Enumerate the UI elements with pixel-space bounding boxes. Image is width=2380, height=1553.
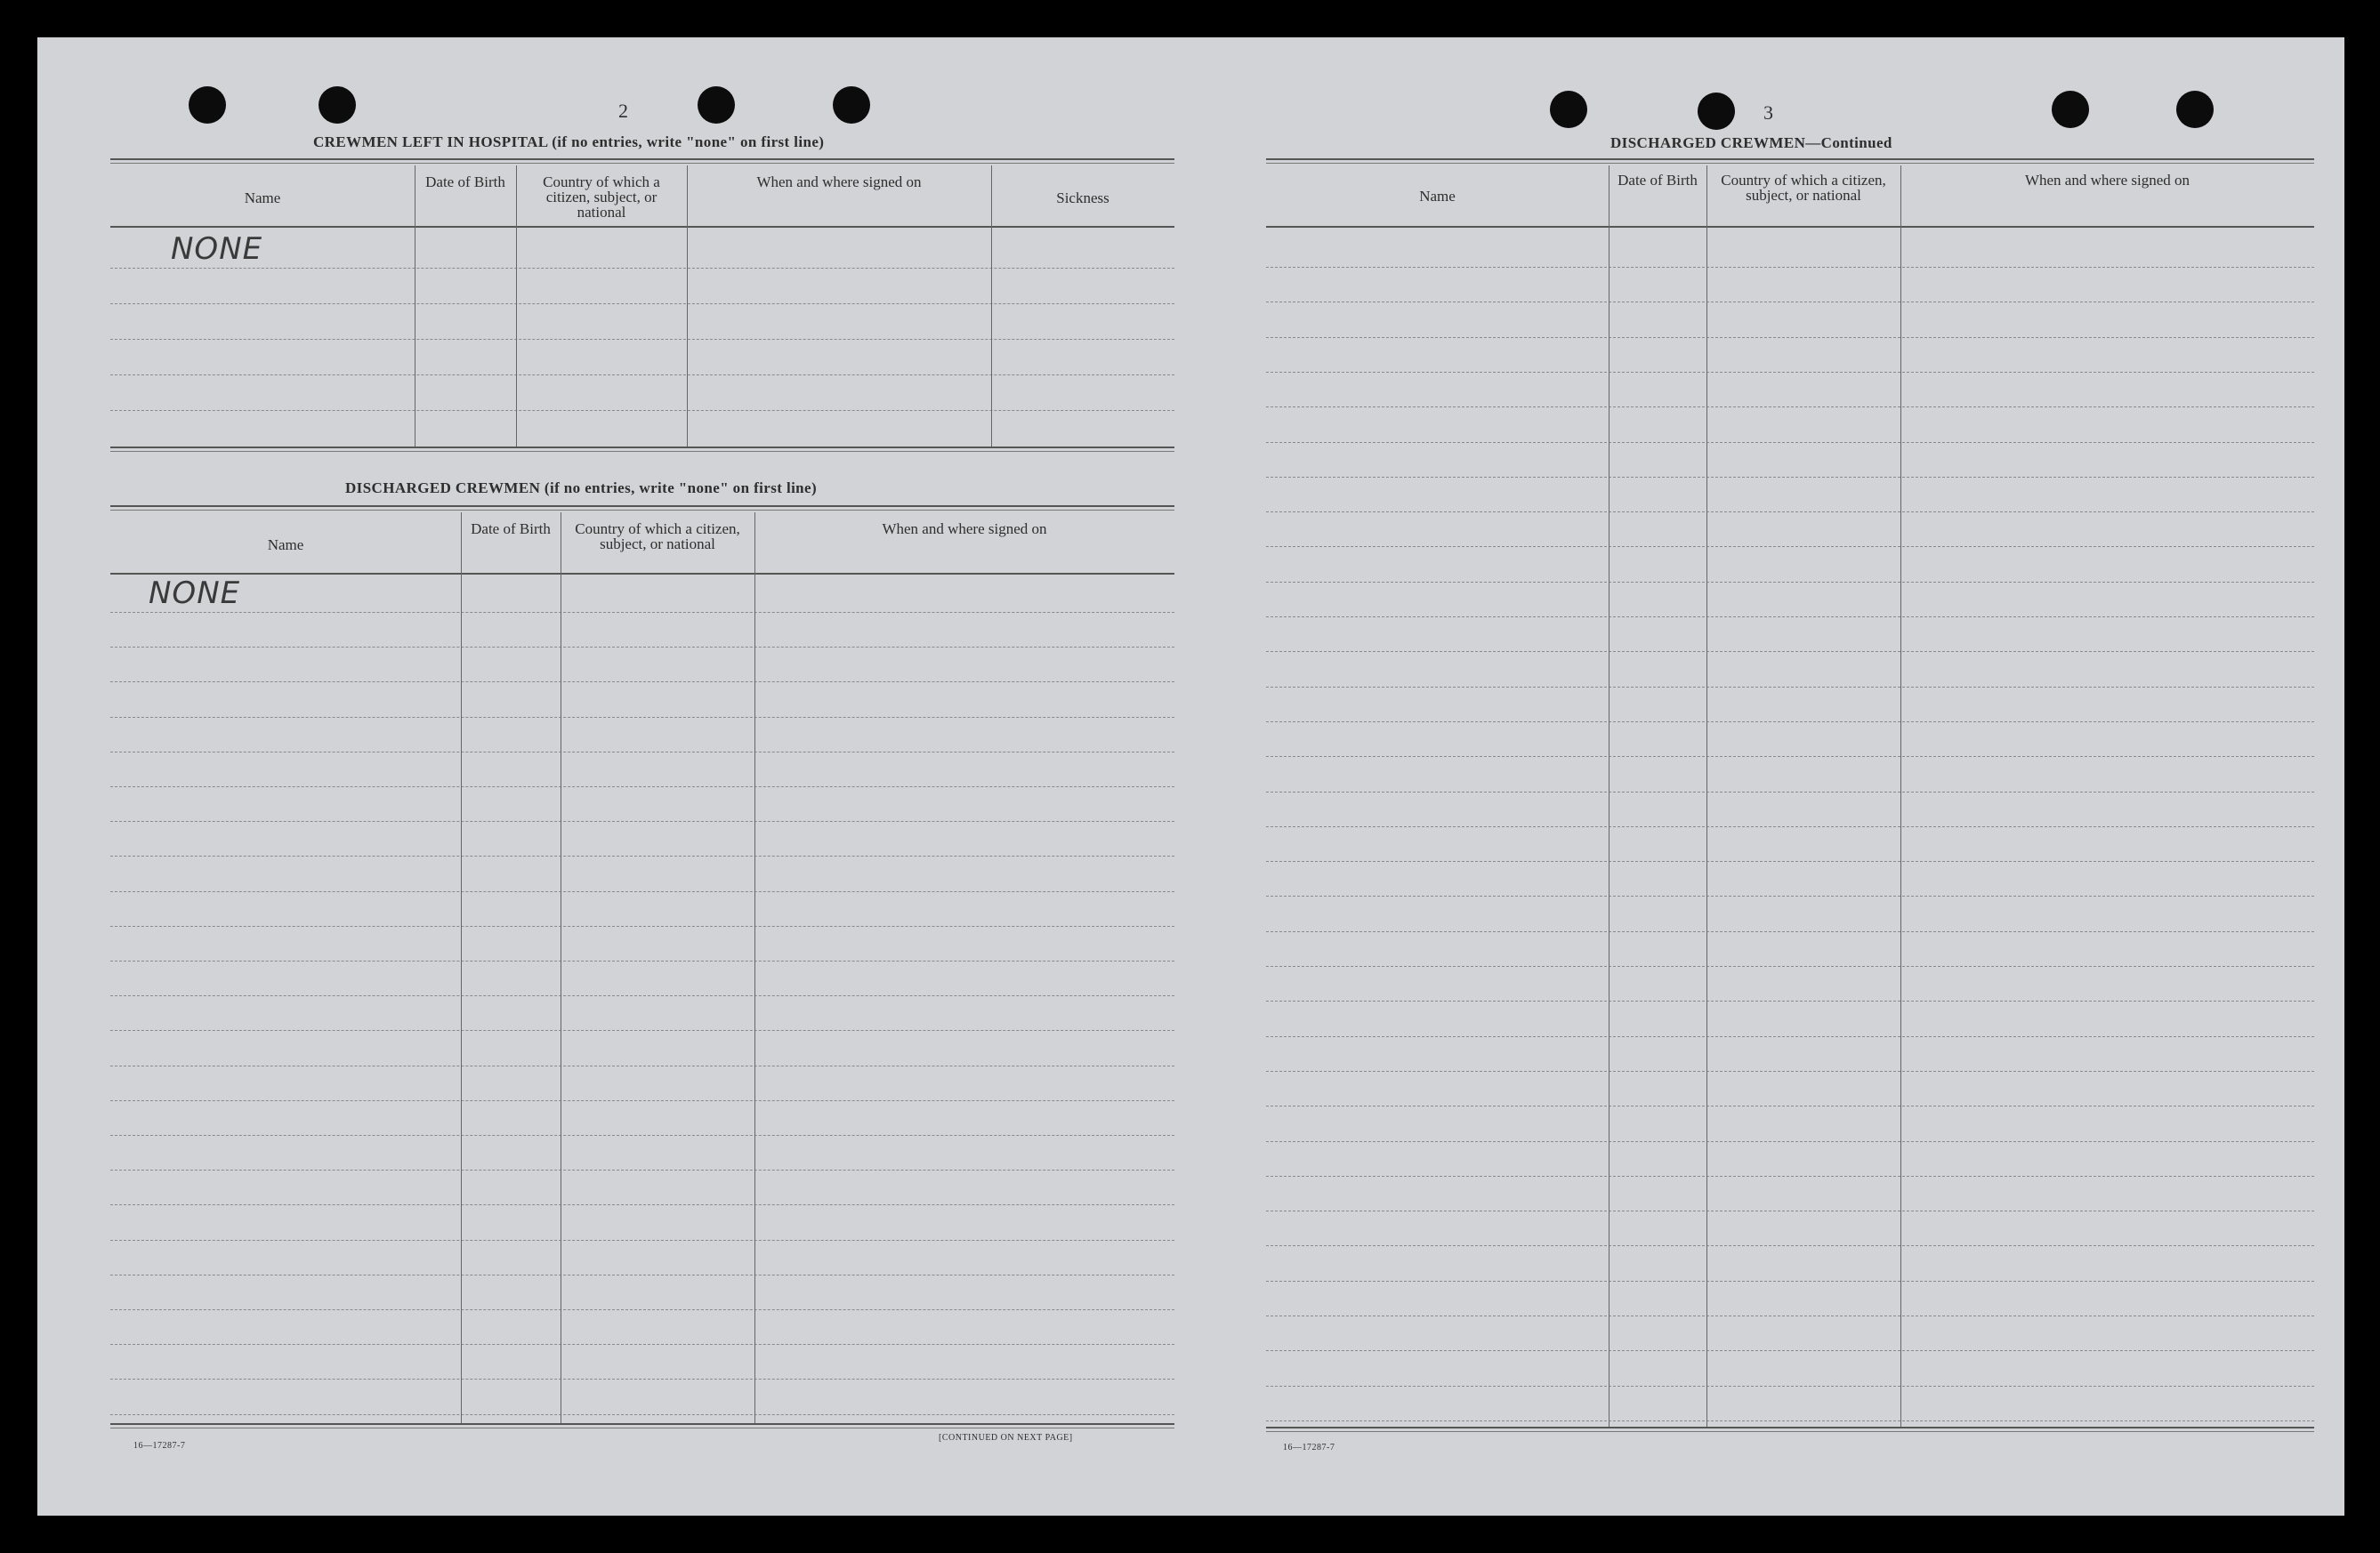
entry-line xyxy=(1266,1036,2314,1037)
continued-note: [CONTINUED ON NEXT PAGE] xyxy=(939,1433,1073,1443)
entry-line xyxy=(1266,1001,2314,1002)
page-number: 2 xyxy=(618,100,628,122)
entry-line xyxy=(1266,792,2314,793)
entry-line xyxy=(110,961,1174,962)
entry-line xyxy=(1266,546,2314,547)
entry-line xyxy=(110,1204,1174,1205)
discharged-continued-title: DISCHARGED CREWMEN—Continued xyxy=(1610,134,1892,151)
punch-hole xyxy=(2052,91,2089,128)
punch-hole xyxy=(189,86,226,124)
entry-line xyxy=(1266,687,2314,688)
column-header: Country of which a citizen, subject, or national xyxy=(543,173,660,221)
continued-top-rule xyxy=(1266,158,2314,160)
column-divider xyxy=(991,165,992,447)
entry-line xyxy=(110,681,1174,682)
entry-line xyxy=(110,1240,1174,1241)
table-bottom-rule xyxy=(110,1423,1174,1425)
entry-line xyxy=(1266,1281,2314,1282)
entry-line xyxy=(1266,1386,2314,1387)
entry-line xyxy=(1266,896,2314,897)
entry-line xyxy=(110,786,1174,787)
column-divider xyxy=(1706,165,1707,1427)
header-rule xyxy=(110,573,1174,575)
entry-line xyxy=(1266,267,2314,268)
entry-line xyxy=(110,856,1174,857)
header-rule xyxy=(110,226,1174,228)
entry-line xyxy=(1266,477,2314,478)
form-number: 16—17287-7 xyxy=(133,1441,186,1451)
punch-hole xyxy=(1698,93,1735,130)
hospital-first-entry: NONE xyxy=(171,231,263,267)
entry-line xyxy=(1266,721,2314,722)
column-divider xyxy=(516,165,517,447)
entry-line xyxy=(110,1170,1174,1171)
entry-line xyxy=(1266,826,2314,827)
discharged-first-entry: NONE xyxy=(149,575,241,611)
entry-line xyxy=(110,410,1174,411)
entry-line xyxy=(1266,1350,2314,1351)
entry-line xyxy=(1266,337,2314,338)
column-header: Name xyxy=(244,189,281,206)
entry-line xyxy=(110,891,1174,892)
entry-line xyxy=(1266,1176,2314,1177)
entry-line xyxy=(1266,756,2314,757)
entry-line xyxy=(110,612,1174,613)
punch-hole xyxy=(2176,91,2214,128)
entry-line xyxy=(1266,372,2314,373)
column-header: When and where signed on xyxy=(882,520,1047,537)
hospital-section-title xyxy=(313,133,824,151)
column-header: Sickness xyxy=(1056,189,1109,206)
entry-line xyxy=(1266,1420,2314,1421)
entry-line xyxy=(110,647,1174,648)
column-header: Country of which a citizen, subject, or national xyxy=(1721,172,1886,204)
entry-line xyxy=(110,821,1174,822)
discharged-title-text: DISCHARGED CREWMEN xyxy=(345,479,541,496)
column-divider xyxy=(1609,165,1610,1427)
entry-line xyxy=(110,339,1174,340)
entry-line xyxy=(1266,1071,2314,1072)
entry-line xyxy=(1266,861,2314,862)
column-header: Name xyxy=(267,536,304,553)
table-bottom-rule xyxy=(1266,1427,2314,1428)
entry-line xyxy=(1266,616,2314,617)
hospital-title-note: (if no entries, write "none" on first line) xyxy=(552,133,825,150)
entry-line xyxy=(1266,511,2314,512)
entry-line xyxy=(1266,1245,2314,1246)
entry-line xyxy=(110,1414,1174,1415)
column-header: Country of which a citizen, subject, or national xyxy=(575,520,740,552)
page-number: 3 xyxy=(1763,101,1773,124)
entry-line xyxy=(110,303,1174,304)
column-header: When and where signed on xyxy=(756,173,922,190)
entry-line xyxy=(1266,651,2314,652)
discharged-title-note: (if no entries, write "none" on first line) xyxy=(544,479,818,496)
entry-line xyxy=(1266,966,2314,967)
entry-line xyxy=(110,995,1174,996)
document-sheet xyxy=(37,37,2344,1516)
discharged-section-title xyxy=(345,479,817,497)
column-divider xyxy=(754,512,755,1423)
entry-line xyxy=(1266,931,2314,932)
entry-line xyxy=(110,1344,1174,1345)
discharged-top-rule xyxy=(110,505,1174,507)
punch-hole xyxy=(319,86,356,124)
entry-line xyxy=(110,717,1174,718)
column-header: Name xyxy=(1419,188,1456,205)
entry-line xyxy=(110,268,1174,269)
column-divider xyxy=(687,165,688,447)
hospital-title-text: CREWMEN LEFT IN HOSPITAL xyxy=(313,133,548,150)
punch-hole xyxy=(698,86,735,124)
entry-line xyxy=(1266,1141,2314,1142)
entry-line xyxy=(1266,442,2314,443)
entry-line xyxy=(110,1100,1174,1101)
column-divider xyxy=(1900,165,1901,1427)
entry-line xyxy=(110,1309,1174,1310)
entry-line xyxy=(1266,406,2314,407)
entry-line xyxy=(110,1379,1174,1380)
entry-line xyxy=(1266,582,2314,583)
entry-line xyxy=(110,1135,1174,1136)
entry-line xyxy=(110,374,1174,375)
entry-line xyxy=(110,1030,1174,1031)
punch-hole xyxy=(833,86,870,124)
header-rule xyxy=(1266,226,2314,228)
entry-line xyxy=(110,926,1174,927)
punch-hole xyxy=(1550,91,1587,128)
table-bottom-rule xyxy=(110,447,1174,448)
column-divider xyxy=(461,512,462,1423)
column-header: Date of Birth xyxy=(425,173,505,190)
column-header: Date of Birth xyxy=(471,520,551,537)
hospital-top-rule xyxy=(110,158,1174,160)
column-header: Date of Birth xyxy=(1618,172,1698,189)
column-header: When and where signed on xyxy=(2024,172,2190,189)
form-number: 16—17287-7 xyxy=(1283,1443,1335,1452)
